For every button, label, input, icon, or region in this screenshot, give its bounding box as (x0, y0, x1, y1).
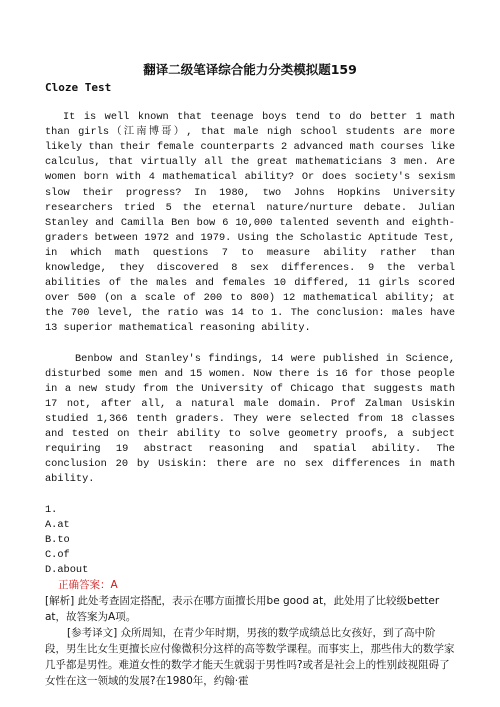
page-title: 翻译二级笔译综合能力分类模拟题159 (143, 62, 357, 77)
correct-answer: 正确答案：A (58, 579, 118, 591)
option-d: D.about (45, 563, 89, 576)
answer-options (45, 518, 455, 578)
option-b: B.to (45, 533, 70, 546)
option-c: C.of (45, 548, 70, 561)
reference-translation: [参考译文] 众所周知，在青少年时期，男孩的数学成绩总比女孩好，到了高中阶段，男生比女生更擅长应付像微积分这样的高等数学课程。而事实上，那些伟大的数学家几乎都是男性。难道女性的数学才能天生就弱于男性吗?或者是社会上的性别歧视阻碍了女性在这一领域的发展?在1980年，约翰·霍 (45, 627, 455, 687)
section-heading: Cloze Test (45, 81, 112, 94)
cloze-passage (45, 95, 455, 503)
question-number: 1. (45, 503, 58, 516)
passage-paragraph: Benbow and Stanley's findings, 14 were published in Science, disturbed some men and 15 women. Now there is 16 for those people in a new study from the University of Chicago that suggests math 17 not, after all, a natural male domain. Prof Zalman Usiskin studied 1,366 tenth graders. They were selected from 18 classes and tested on their ability to solve geometry proofs, a subject requiring 19 abstract reasoning and spatial ability. The conclusion 20 by Usiskin: there are no sex differences in math ability. (45, 352, 455, 486)
analysis-text: [解析] 此处考查固定搭配，表示在哪方面擅长用be good at，此处用了比较级better at，故答案为A项。 (45, 595, 440, 623)
option-a: A.at (45, 518, 70, 531)
passage-paragraph: It is well known that teenage boys tend to do better 1 math than girls（江南博哥）, that male nigh school students are more likely than their female counterparts 2 advanced math courses like calculus, that virtually all the great mathematicians 3 men. Are women born with 4 mathematical ability? Or does society's sexism slow their progress? In 1980, two Johns Hopkins University researchers tried 5 the eternal nature/nurture debate. Julian Stanley and Camilla Ben bow 6 10,000 talented seventh and eighth-graders between 1972 and 1979. Using the Scholastic Aptitude Test, in which math questions 7 to measure ability rather than knowledge, they discovered 8 sex differences. 9 the verbal abilities of the males and females 10 differed, 11 girls scored over 500 (on a scale of 200 to 800) 12 mathematical ability; at the 700 level, the ratio was 14 to 1. The conclusion: males have 13 superior mathematical reasoning ability. (45, 111, 455, 335)
